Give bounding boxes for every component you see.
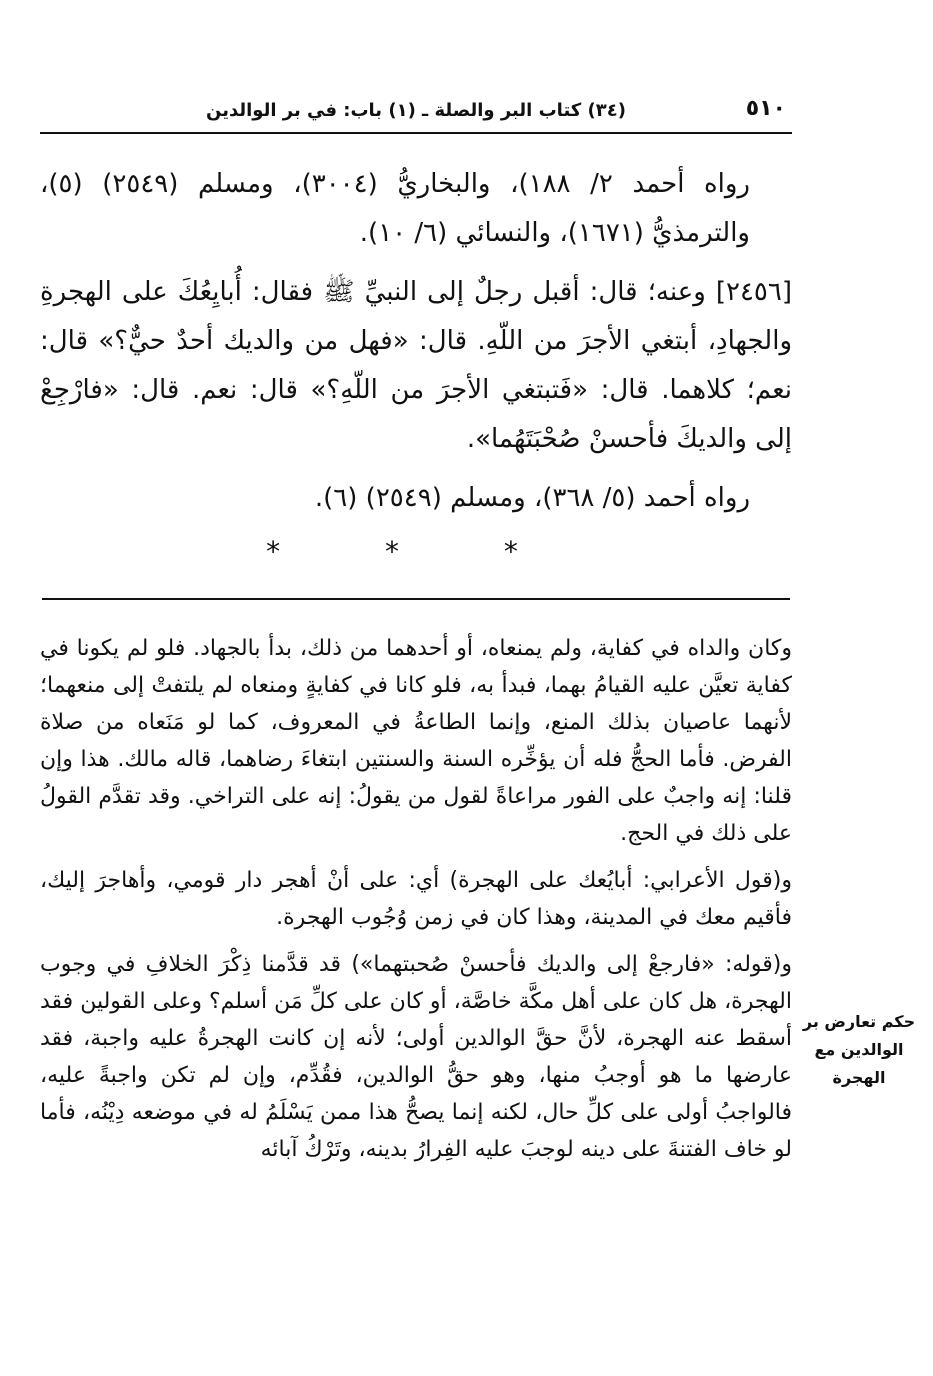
- hadith-text: [٢٤٥٦] وعنه؛ قال: أقبل رجلٌ إلى النبيِّ ﷺ فقال: أُبايِعُكَ على الهجرةِ والجهادِ، أبتغي الأجرَ من اللّهِ. قال: «فهل من والديك أحدٌ حيٌّ؟» قال: نعم؛ كلاهما. قال: «فَتبتغي الأجرَ من اللّهِ؟» قال: نعم. قال: «فارْجِعْ إلى والديكَ فأحسنْ صُحْبَتَهُما».: [40, 277, 792, 454]
- page-header: [40, 92, 792, 134]
- footnote-divider: [42, 598, 790, 600]
- commentary-section: [40, 630, 792, 1178]
- page-number: ٥١٠: [745, 96, 786, 121]
- commentary-paragraph: و(قوله: «فارجعْ إلى والديك فأحسنْ صُحبتهما») قد قدَّمنا ذِكْرَ الخلافِ في وجوب الهجرة، هل كان على أهل مكَّة خاصَّة، أو كان على كلِّ مَن أسلم؟ وعلى القولين فقد أسقط عنه الهجرة، لأنَّ حقَّ الوالدين أولى؛ لأنه إن كانت الهجرةُ عليه واجبة، فقد عارضها ما هو أوجبُ منها، وهو حقُّ الوالدين، فقُدِّم، وإن لم تكن واجبةً عليه، فالواجبُ أولى على كلِّ حال، لكنه إنما يصحُّ هذا ممن يَسْلَمُ له في موضعه دِيْنُه، فأما لو خاف الفتنةَ على دينه لوجبَ عليه الفِرارُ بدينه، وتَرْكُ آبائه: [40, 952, 792, 1162]
- margin-heading: حكم تعارض بر الوالدين مع الهجرة: [802, 1012, 916, 1087]
- hadith-source-reference-2: رواه أحمد (٥/ ٣٦٨)، ومسلم (٢٥٤٩) (٦).: [314, 483, 750, 513]
- commentary-paragraph: وكان والداه في كفاية، ولم يمنعاه، أو أحدهما من ذلك، بدأ بالجهاد. فلو لم يكونا في كفاية تعيَّن عليه القيامُ بهما، فبدأ به، فلو كانا في كفايةٍ ومنعاه لم يلتفتْ إلى منعهما؛ لأنهما عاصيان بذلك المنع، وإنما الطاعةُ في المعروف، كما لو مَنَعاه من صلاة الفرض. فأما الحجُّ فله أن يؤخِّره السنة والسنتين ابتغاءَ رضاهما، قاله مالك. هذا وإن قلنا: إنه واجبٌ على الفور مراعاةً لقول من يقولُ: إنه على التراخي. وقد تقدَّم القولُ على ذلك في الحج.: [40, 636, 792, 846]
- section-separator-stars: * * *: [266, 535, 566, 568]
- commentary-paragraph: و(قول الأعرابي: أبايُعك على الهجرة) أي: على أنْ أهجر دار قومي، وأهاجرَ إليك، فأقيم معك في المدينة، وهذا كان في زمن وُجُوب الهجرة.: [40, 868, 792, 930]
- running-title: (٣٤) كتاب البر والصلة ـ (١) باب: في بر الوالدين: [206, 100, 626, 121]
- hadith-source-reference: رواه أحمد ٢/ ١٨٨)، والبخاريُّ (٣٠٠٤)، ومسلم (٢٥٤٩) (٥)، والترمذيُّ (١٦٧١)، والنسائي (٦/ ١٠).: [40, 169, 750, 248]
- hadith-section: [40, 160, 792, 533]
